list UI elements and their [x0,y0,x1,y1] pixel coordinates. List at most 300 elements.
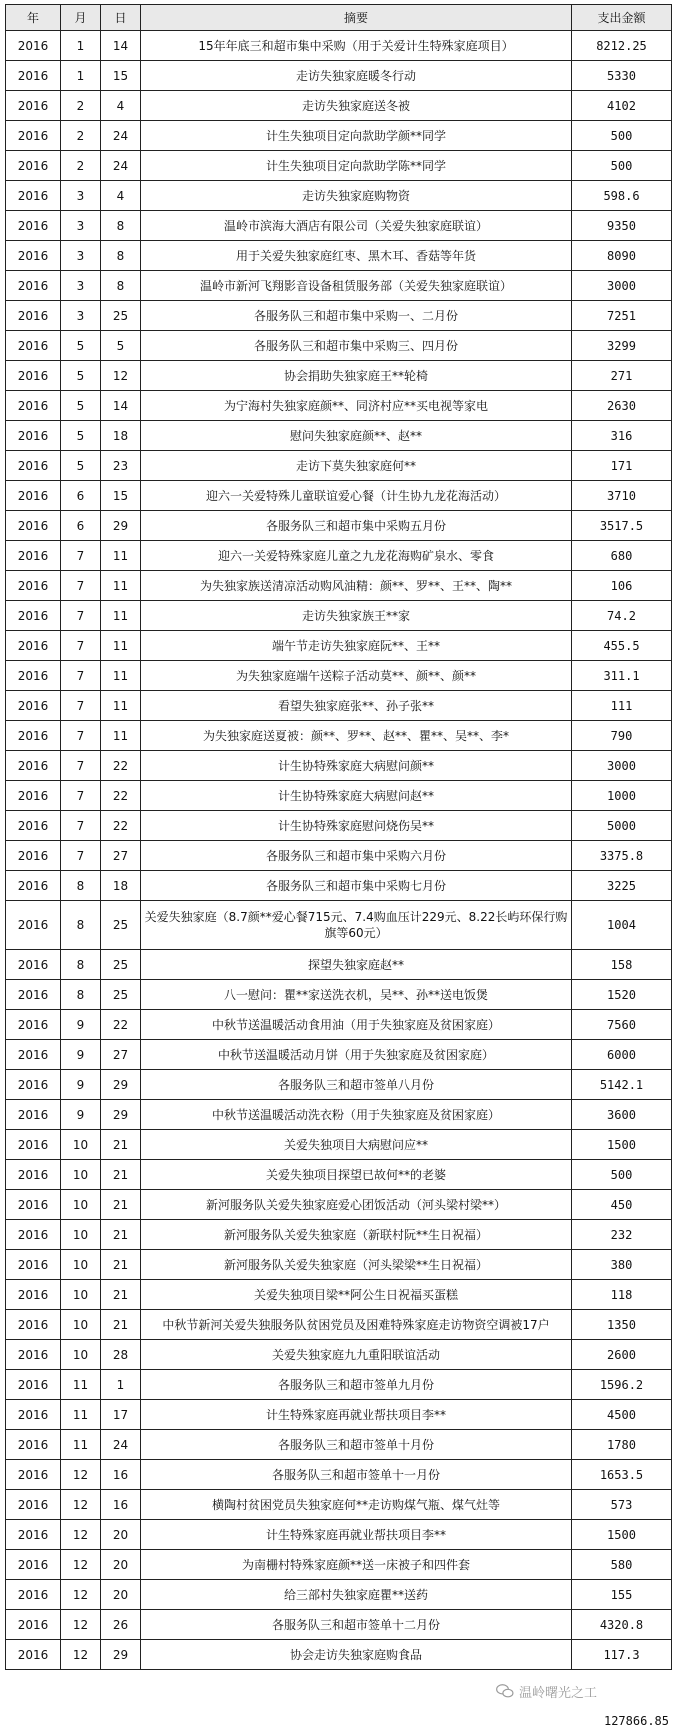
cell-year: 2016 [6,1220,61,1250]
table-row [6,1640,672,1670]
cell-month: 10 [61,1220,101,1250]
cell-year: 2016 [6,1430,61,1460]
cell-year: 2016 [6,1580,61,1610]
cell-summary: 温岭市滨海大酒店有限公司（关爱失独家庭联谊） [141,211,572,241]
cell-month: 12 [61,1550,101,1580]
cell-day: 11 [101,661,141,691]
cell-year: 2016 [6,61,61,91]
cell-year: 2016 [6,811,61,841]
cell-month: 2 [61,121,101,151]
cell-year: 2016 [6,721,61,751]
cell-month: 8 [61,950,101,980]
table-row [6,721,672,751]
cell-year: 2016 [6,181,61,211]
cell-day: 1 [101,1370,141,1400]
table-row [6,1010,672,1040]
cell-month: 9 [61,1040,101,1070]
cell-day: 18 [101,871,141,901]
cell-year: 2016 [6,1370,61,1400]
cell-summary: 中秋节新河关爱失独服务队贫困党员及困难特殊家庭走访物资空调被17户 [141,1310,572,1340]
cell-month: 3 [61,271,101,301]
cell-day: 21 [101,1130,141,1160]
cell-amount: 573 [572,1490,672,1520]
cell-summary: 各服务队三和超市集中采购五月份 [141,511,572,541]
table-row [6,481,672,511]
cell-year: 2016 [6,421,61,451]
cell-summary: 端午节走访失独家庭阮**、王** [141,631,572,661]
cell-amount: 598.6 [572,181,672,211]
cell-summary: 中秋节送温暖活动食用油（用于失独家庭及贫困家庭） [141,1010,572,1040]
cell-amount: 1653.5 [572,1460,672,1490]
cell-summary: 各服务队三和超市集中采购一、二月份 [141,301,572,331]
cell-amount: 155 [572,1580,672,1610]
cell-month: 10 [61,1340,101,1370]
cell-summary: 各服务队三和超市签单十月份 [141,1430,572,1460]
cell-day: 21 [101,1250,141,1280]
cell-day: 22 [101,811,141,841]
table-row [6,211,672,241]
cell-day: 22 [101,781,141,811]
cell-summary: 计生协特殊家庭大病慰问颜** [141,751,572,781]
cell-day: 11 [101,721,141,751]
cell-summary: 迎六一关爱特殊家庭儿童之九龙花海购矿泉水、零食 [141,541,572,571]
cell-day: 21 [101,1190,141,1220]
cell-amount: 3600 [572,1100,672,1130]
cell-year: 2016 [6,481,61,511]
cell-year: 2016 [6,541,61,571]
cell-amount: 680 [572,541,672,571]
cell-summary: 给三部村失独家庭瞿**送药 [141,1580,572,1610]
cell-amount: 580 [572,1550,672,1580]
table-row [6,751,672,781]
cell-month: 7 [61,661,101,691]
cell-amount: 6000 [572,1040,672,1070]
cell-amount: 500 [572,151,672,181]
cell-year: 2016 [6,361,61,391]
cell-amount: 158 [572,950,672,980]
cell-summary: 关爱失独家庭九九重阳联谊活动 [141,1340,572,1370]
cell-summary: 关爱失独项目大病慰问应** [141,1130,572,1160]
cell-summary: 计生协特殊家庭大病慰问赵** [141,781,572,811]
cell-amount: 790 [572,721,672,751]
cell-year: 2016 [6,1520,61,1550]
cell-amount: 1350 [572,1310,672,1340]
cell-year: 2016 [6,1610,61,1640]
cell-day: 14 [101,31,141,61]
cell-month: 5 [61,361,101,391]
cell-day: 21 [101,1280,141,1310]
table-row [6,1430,672,1460]
table-row [6,1490,672,1520]
watermark-text: 温岭曙光之工 [518,1685,597,1701]
cell-year: 2016 [6,1310,61,1340]
cell-month: 12 [61,1610,101,1640]
table-row [6,1340,672,1370]
cell-month: 7 [61,751,101,781]
cell-year: 2016 [6,901,61,950]
cell-day: 24 [101,151,141,181]
cell-day: 8 [101,271,141,301]
cell-year: 2016 [6,451,61,481]
cell-month: 12 [61,1520,101,1550]
cell-year: 2016 [6,1040,61,1070]
cell-amount: 232 [572,1220,672,1250]
cell-year: 2016 [6,91,61,121]
cell-day: 20 [101,1550,141,1580]
cell-month: 5 [61,451,101,481]
cell-year: 2016 [6,950,61,980]
cell-day: 26 [101,1610,141,1640]
table-row [6,691,672,721]
cell-summary: 走访失独家庭暖冬行动 [141,61,572,91]
cell-day: 24 [101,1430,141,1460]
cell-summary: 计生特殊家庭再就业帮扶项目李** [141,1520,572,1550]
table-row [6,1580,672,1610]
cell-day: 25 [101,301,141,331]
cell-day: 29 [101,511,141,541]
table-row [6,1220,672,1250]
cell-summary: 计生失独项目定向款助学颜**同学 [141,121,572,151]
table-row [6,1550,672,1580]
cell-summary: 协会捐助失独家庭王**轮椅 [141,361,572,391]
table-row [6,121,672,151]
cell-month: 2 [61,91,101,121]
cell-amount: 3517.5 [572,511,672,541]
cell-summary: 迎六一关爱特殊儿童联谊爱心餐（计生协九龙花海活动） [141,481,572,511]
cell-day: 11 [101,691,141,721]
cell-year: 2016 [6,691,61,721]
cell-year: 2016 [6,661,61,691]
cell-day: 22 [101,1010,141,1040]
cell-year: 2016 [6,601,61,631]
cell-year: 2016 [6,211,61,241]
cell-summary: 各服务队三和超市签单十一月份 [141,1460,572,1490]
cell-month: 12 [61,1640,101,1670]
table-row [6,391,672,421]
table-row [6,151,672,181]
cell-day: 22 [101,751,141,781]
table-row [6,61,672,91]
cell-month: 5 [61,421,101,451]
cell-amount: 117.3 [572,1640,672,1670]
table-row [6,950,672,980]
table-row [6,1070,672,1100]
cell-amount: 111 [572,691,672,721]
cell-month: 8 [61,980,101,1010]
cell-summary: 关爱失独项目探望已故何**的老婆 [141,1160,572,1190]
cell-amount: 74.2 [572,601,672,631]
cell-amount: 2600 [572,1340,672,1370]
cell-amount: 1500 [572,1520,672,1550]
cell-month: 12 [61,1490,101,1520]
cell-year: 2016 [6,751,61,781]
cell-summary: 15年年底三和超市集中采购（用于关爱计生特殊家庭项目） [141,31,572,61]
table-row [6,980,672,1010]
table-body [6,31,672,1670]
header-summary: 摘要 [141,5,572,31]
cell-amount: 1596.2 [572,1370,672,1400]
cell-summary: 中秋节送温暖活动月饼（用于失独家庭及贫困家庭） [141,1040,572,1070]
cell-month: 6 [61,481,101,511]
table-row [6,271,672,301]
cell-year: 2016 [6,1010,61,1040]
table-row [6,1160,672,1190]
cell-year: 2016 [6,1490,61,1520]
cell-day: 29 [101,1640,141,1670]
table-footer [0,1685,677,1734]
cell-summary: 用于关爱失独家庭红枣、黑木耳、香菇等年货 [141,241,572,271]
cell-month: 10 [61,1310,101,1340]
cell-amount: 3000 [572,751,672,781]
cell-amount: 171 [572,451,672,481]
cell-amount: 1000 [572,781,672,811]
cell-amount: 5000 [572,811,672,841]
cell-day: 27 [101,1040,141,1070]
cell-month: 2 [61,151,101,181]
cell-summary: 关爱失独项目梁**阿公生日祝福买蛋糕 [141,1280,572,1310]
cell-day: 21 [101,1310,141,1340]
table-row [6,841,672,871]
cell-year: 2016 [6,1460,61,1490]
cell-month: 10 [61,1250,101,1280]
cell-amount: 1520 [572,980,672,1010]
table-row [6,331,672,361]
table-row [6,1460,672,1490]
cell-summary: 各服务队三和超市签单九月份 [141,1370,572,1400]
cell-month: 10 [61,1280,101,1310]
cell-year: 2016 [6,781,61,811]
cell-summary: 协会走访失独家庭购食品 [141,1640,572,1670]
cell-summary: 各服务队三和超市集中采购三、四月份 [141,331,572,361]
cell-month: 9 [61,1070,101,1100]
cell-day: 20 [101,1580,141,1610]
cell-amount: 500 [572,121,672,151]
cell-amount: 1780 [572,1430,672,1460]
cell-day: 5 [101,331,141,361]
table-row [6,1280,672,1310]
cell-month: 11 [61,1430,101,1460]
cell-day: 28 [101,1340,141,1370]
cell-amount: 1004 [572,901,672,950]
cell-year: 2016 [6,631,61,661]
cell-amount: 311.1 [572,661,672,691]
cell-year: 2016 [6,511,61,541]
expense-table [5,4,672,1670]
table-row [6,1250,672,1280]
table-row [6,541,672,571]
cell-year: 2016 [6,1160,61,1190]
cell-summary: 走访失独家庭送冬被 [141,91,572,121]
cell-month: 5 [61,391,101,421]
cell-month: 7 [61,691,101,721]
cell-month: 8 [61,871,101,901]
cell-day: 8 [101,241,141,271]
table-row [6,871,672,901]
cell-amount: 271 [572,361,672,391]
cell-day: 25 [101,950,141,980]
cell-summary: 新河服务队关爱失独家庭爱心团饭活动（河头梁村梁**） [141,1190,572,1220]
cell-amount: 7251 [572,301,672,331]
table-header-row [6,5,672,31]
table-row [6,661,672,691]
cell-month: 7 [61,781,101,811]
cell-summary: 看望失独家庭张**、孙子张** [141,691,572,721]
cell-month: 7 [61,601,101,631]
cell-day: 20 [101,1520,141,1550]
cell-month: 12 [61,1460,101,1490]
cell-month: 7 [61,571,101,601]
header-year: 年 [6,5,61,31]
cell-summary: 为失独家庭送夏被：颜**、罗**、赵**、瞿**、吴**、李* [141,721,572,751]
cell-month: 10 [61,1190,101,1220]
cell-amount: 118 [572,1280,672,1310]
cell-amount: 450 [572,1190,672,1220]
cell-day: 12 [101,361,141,391]
cell-month: 5 [61,331,101,361]
table-row [6,421,672,451]
cell-amount: 2630 [572,391,672,421]
cell-month: 11 [61,1400,101,1430]
cell-year: 2016 [6,331,61,361]
cell-amount: 7560 [572,1010,672,1040]
table-row [6,31,672,61]
cell-day: 14 [101,391,141,421]
cell-day: 4 [101,181,141,211]
cell-summary: 中秋节送温暖活动洗衣粉（用于失独家庭及贫困家庭） [141,1100,572,1130]
cell-summary: 为宁海村失独家庭颜**、同济村应**买电视等家电 [141,391,572,421]
cell-month: 7 [61,811,101,841]
cell-year: 2016 [6,391,61,421]
cell-year: 2016 [6,1100,61,1130]
cell-summary: 温岭市新河飞翔影音设备租赁服务部（关爱失独家庭联谊） [141,271,572,301]
table-row [6,811,672,841]
cell-month: 3 [61,211,101,241]
cell-amount: 5330 [572,61,672,91]
cell-month: 7 [61,631,101,661]
cell-day: 21 [101,1220,141,1250]
cell-amount: 3710 [572,481,672,511]
cell-day: 16 [101,1460,141,1490]
cell-day: 29 [101,1100,141,1130]
header-month: 月 [61,5,101,31]
cell-month: 10 [61,1130,101,1160]
cell-summary: 各服务队三和超市签单十二月份 [141,1610,572,1640]
cell-summary: 各服务队三和超市集中采购六月份 [141,841,572,871]
cell-year: 2016 [6,1550,61,1580]
cell-month: 9 [61,1100,101,1130]
cell-day: 11 [101,541,141,571]
cell-month: 8 [61,901,101,950]
cell-amount: 3000 [572,271,672,301]
cell-summary: 新河服务队关爱失独家庭（河头梁梁**生日祝福） [141,1250,572,1280]
cell-amount: 8090 [572,241,672,271]
table-row [6,601,672,631]
cell-year: 2016 [6,1340,61,1370]
cell-month: 6 [61,511,101,541]
cell-amount: 455.5 [572,631,672,661]
cell-summary: 计生特殊家庭再就业帮扶项目李** [141,1400,572,1430]
cell-day: 21 [101,1160,141,1190]
table-row [6,91,672,121]
cell-summary: 计生失独项目定向款助学陈**同学 [141,151,572,181]
cell-day: 23 [101,451,141,481]
table-row [6,1520,672,1550]
cell-amount: 3375.8 [572,841,672,871]
cell-month: 9 [61,1010,101,1040]
cell-summary: 走访失独家族王**家 [141,601,572,631]
cell-amount: 1500 [572,1130,672,1160]
cell-year: 2016 [6,980,61,1010]
cell-year: 2016 [6,1130,61,1160]
cell-month: 7 [61,541,101,571]
cell-month: 3 [61,181,101,211]
cell-year: 2016 [6,241,61,271]
table-row [6,511,672,541]
cell-day: 18 [101,421,141,451]
cell-amount: 380 [572,1250,672,1280]
cell-day: 11 [101,601,141,631]
cell-year: 2016 [6,1070,61,1100]
cell-year: 2016 [6,1190,61,1220]
table-row [6,781,672,811]
cell-month: 10 [61,1160,101,1190]
cell-summary: 横陶村贫困党员失独家庭何**走访购煤气瓶、煤气灶等 [141,1490,572,1520]
cell-day: 25 [101,901,141,950]
table-row [6,1130,672,1160]
cell-year: 2016 [6,1280,61,1310]
cell-summary: 为失独家庭端午送粽子活动莫**、颜**、颜** [141,661,572,691]
cell-day: 25 [101,980,141,1010]
cell-month: 1 [61,61,101,91]
table-row [6,1610,672,1640]
cell-day: 15 [101,61,141,91]
cell-summary: 八一慰问：瞿**家送洗衣机，吴**、孙**送电饭煲 [141,980,572,1010]
cell-amount: 4320.8 [572,1610,672,1640]
table-row [6,1190,672,1220]
cell-summary: 新河服务队关爱失独家庭（新联村阮**生日祝福） [141,1220,572,1250]
cell-day: 15 [101,481,141,511]
grand-total: 127866.85 [603,1714,669,1728]
cell-month: 1 [61,31,101,61]
cell-year: 2016 [6,301,61,331]
cell-month: 3 [61,241,101,271]
cell-amount: 3225 [572,871,672,901]
cell-year: 2016 [6,571,61,601]
table-row [6,451,672,481]
cell-year: 2016 [6,1640,61,1670]
cell-amount: 316 [572,421,672,451]
cell-day: 24 [101,121,141,151]
cell-amount: 500 [572,1160,672,1190]
cell-year: 2016 [6,841,61,871]
cell-year: 2016 [6,121,61,151]
table-row [6,1100,672,1130]
cell-month: 3 [61,301,101,331]
cell-summary: 计生协特殊家庭慰问烧伤吴** [141,811,572,841]
cell-day: 27 [101,841,141,871]
cell-year: 2016 [6,271,61,301]
cell-year: 2016 [6,1250,61,1280]
cell-amount: 5142.1 [572,1070,672,1100]
table-row [6,361,672,391]
table-row [6,1400,672,1430]
cell-year: 2016 [6,151,61,181]
cell-month: 11 [61,1370,101,1400]
watermark [495,1681,597,1701]
cell-day: 8 [101,211,141,241]
cell-summary: 走访下莫失独家庭何** [141,451,572,481]
header-day: 日 [101,5,141,31]
